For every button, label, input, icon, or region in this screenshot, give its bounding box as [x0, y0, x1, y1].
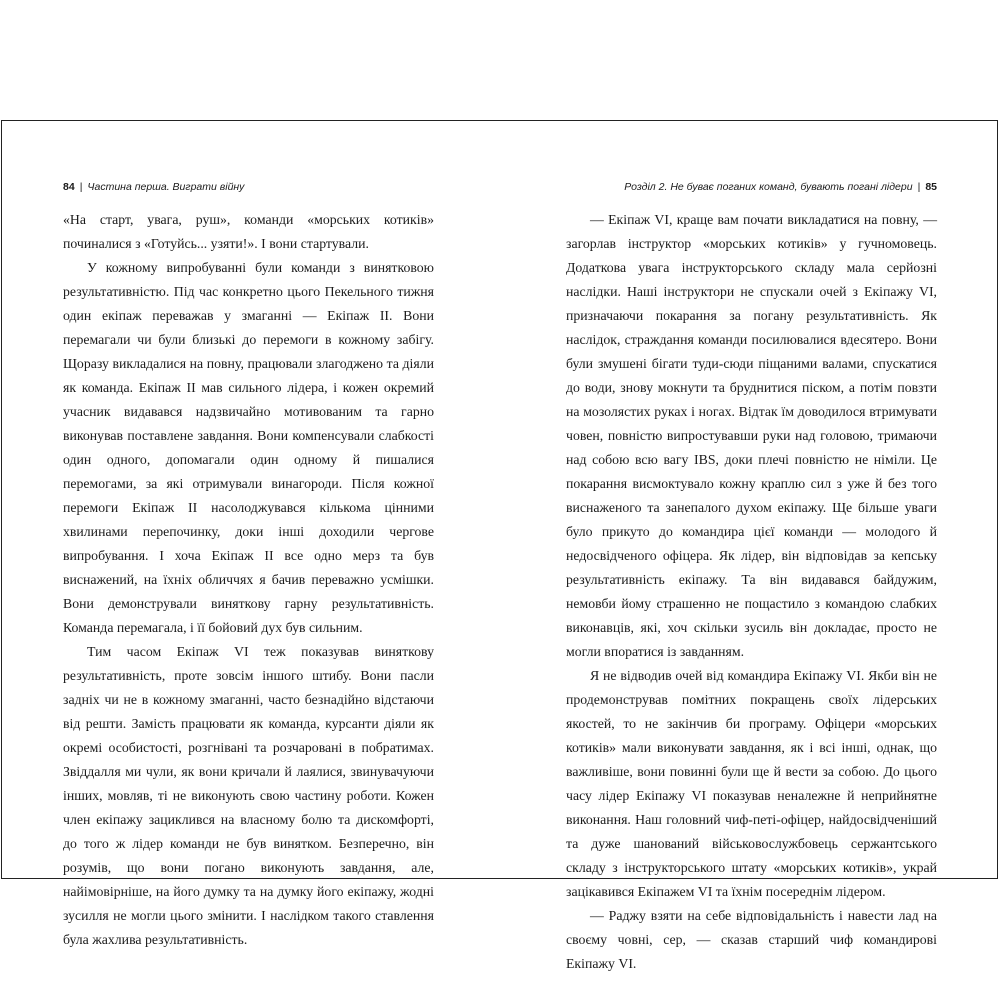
running-title: Частина перша. Виграти війну	[87, 181, 245, 193]
paragraph: Тим часом Екіпаж VI теж показував виняткову результативність, проте зовсім іншого штибу. Вони пасли задніх чи не в кожному змаганні, часто безнадійно відстаючи від решти. Замість працювати як команда, курсанти діяли як окремі особистості, розгнівані та розчаровані в побратимах. Звіддалля ми чули, як вони кричали й лаялися, звинувачуючи інших, мовляв, ті не виконують свою частину роботи. Кожен член екіпажу зациклився на власному болю та дискомфорті, до того ж лідер команди не був винятком. Безперечно, він розумів, що вони погано виконують завдання, але, найімовірніше, на його думку та на думку його екіпажу, жодні зусилля не могли цього змінити. І наслідком такого ставлення була жахлива результативність.	[63, 644, 434, 947]
body-text-left	[63, 208, 434, 952]
right-page	[500, 121, 998, 971]
page-number: 85	[925, 181, 937, 193]
header-separator: |	[79, 181, 83, 193]
page-number: 84	[63, 181, 75, 193]
header-separator: |	[917, 181, 921, 193]
paragraph: Я не відводив очей від командира Екіпажу VI. Якби він не продемонстрував помітних покращень своїх лідерських якостей, то не закінчив би програму. Офіцери «морських котиків» мали виконувати завдання, як і всі інші, однак, що важливіше, вони повинні були ще й вести за собою. До цього часу лідер Екіпажу VI показував неналежне й неприйнятне виконання. Наш головний чиф-петі-офіцер, найдосвідченіший та дуже шанований військовослужбовець сержантського складу з інструкторського штату «морських котиків», украй зацікавився Екіпажем VI та їхнім посереднім лідером.	[566, 668, 937, 899]
paragraph: У кожному випробуванні були команди з винятковою результативністю. Під час конкретно цього Пекельного тижня один екіпаж переважав у змаганні — Екіпаж ІІ. Вони перемагали чи були близькі до перемоги в кожному забігу. Щоразу викладалися на повну, працювали злагоджено та діяли як команда. Екіпаж ІІ мав сильного лідера, і кожен окремий учасник видавався надзвичайно мотивованим та гарно виконував поставлене завдання. Вони компенсували слабкості один одного, допомагали один одному й пишалися перемогами, за які отримували винагороди. Після кожної перемоги Екіпаж ІІ насолоджувався кількома цінними хвилинами перепочинку, доки інші доходили чергове випробування. І хоча Екіпаж ІІ все одно мерз та був виснажений, на їхніх обличчях я бачив переважно усмішки. Вони демонстрували виняткову гарну результативність. Команда перемагала, і її бойовий дух був сильним.	[63, 260, 434, 635]
running-head-right	[624, 181, 937, 193]
left-page	[2, 121, 500, 947]
paragraph: «На старт, увага, руш», команди «морських котиків» починалися з «Готуйсь... узяти!». І вони стартували.	[63, 212, 434, 251]
running-head-left	[63, 181, 244, 193]
running-title: Розділ 2. Не буває поганих команд, бувають погані лідери	[624, 181, 913, 193]
paragraph: — Раджу взяти на себе відповідальність і навести лад на своєму човні, сер, — сказав старший чиф командирові Екіпажу VI.	[566, 908, 937, 971]
paragraph: — Екіпаж VI, краще вам почати викладатися на повну, — загорлав інструктор «морських котиків» у гучномовець. Додаткова увага інструкторського складу мала серйозні наслідки. Наші інструктори не спускали очей з Екіпажу VI, призначаючи покарання за погану результативність. Як наслідок, страждання команди посилювалися вдесятеро. Вони були змушені бігати туди-сюди піщаними валами, спускатися до води, знову мокнути та бруднитися піском, а потім повзти на мозолястих руках і ногах. Відтак їм доводилося втримувати човен, повністю випростувавши руки над головою, тримаючи над собою всю вагу IBS, доки плечі повністю не німіли. Це покарання висмоктувало кожну краплю сил з уже й без того виснаженого та занепалого духом екіпажу. Ще більше уваги було прикуто до командира цієї команди — молодого й недосвідченого офіцера. Як лідер, він відповідав за кепську результативність екіпажу. Та він видавався байдужим, немовби йому страшенно не пощастило з командою слабких виконавців, які, хоч скільки зусиль він докладає, просто не могли впоратися із завданням.	[566, 212, 937, 659]
book-spread	[1, 120, 998, 971]
body-text-right	[566, 208, 937, 976]
